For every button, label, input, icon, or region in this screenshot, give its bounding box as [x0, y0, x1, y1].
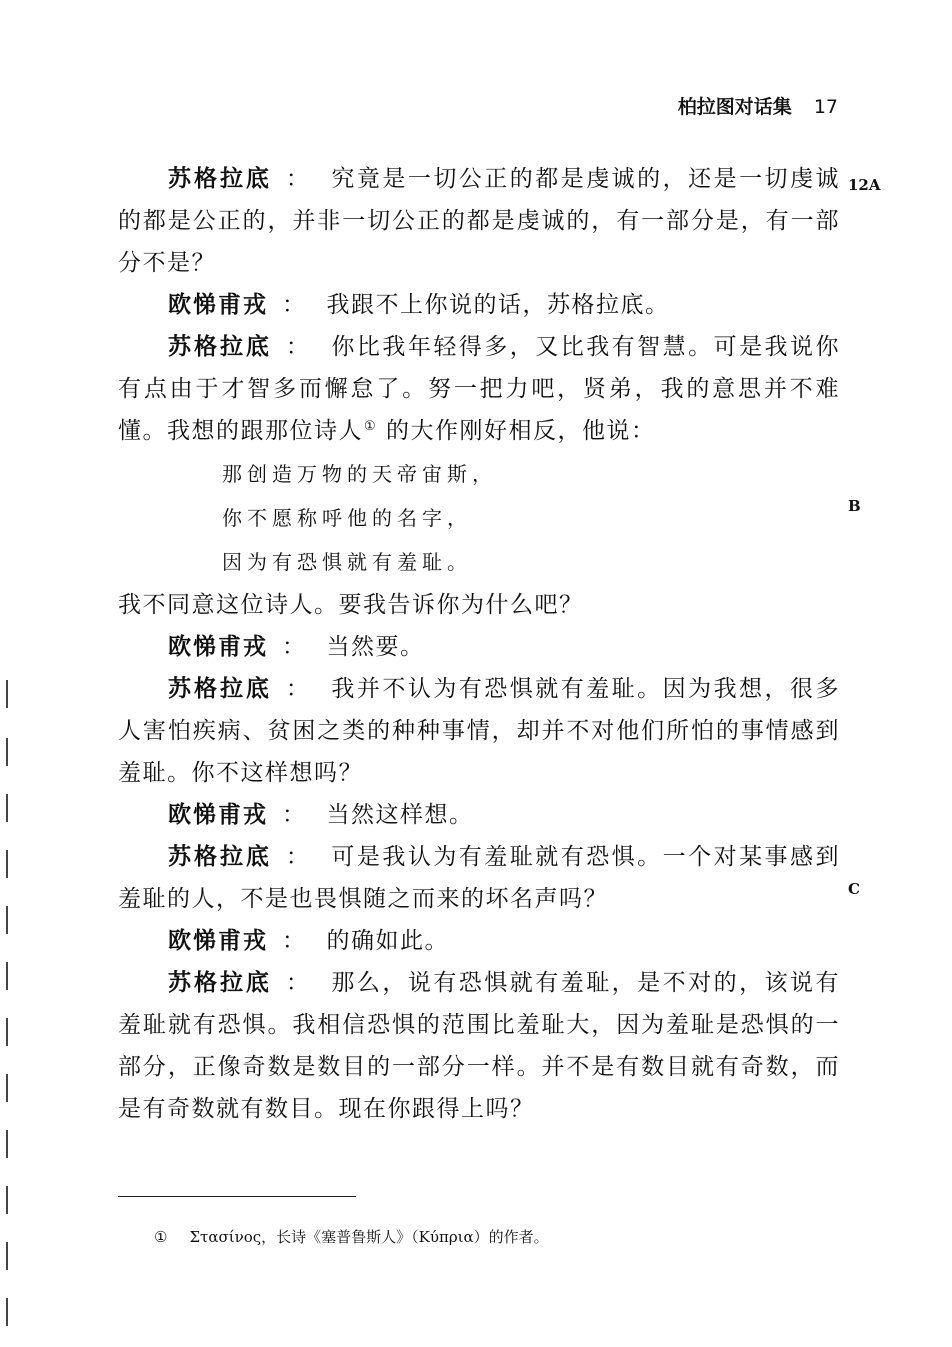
- scan-edge-mark: [6, 906, 8, 934]
- scan-edge-mark: [6, 1018, 8, 1046]
- speech-text: 那么，说有恐惧就有羞耻，是不对的，该说有羞耻就有恐惧。我相信恐惧的范围比羞耻大，因为羞耻是恐惧的一部分，正像奇数是数目的一部分一样。并不是有数目就有奇数，而是有奇数就有数目。现在你跟得上吗？: [118, 970, 841, 1122]
- dialogue-paragraph: 苏格拉底 ： 究竟是一切公正的都是虔诚的，还是一切虔诚的都是公正的，并非一切公正的都是虔诚的，有一部分是，有一部分不是？: [118, 165, 841, 276]
- dialogue-body: [118, 158, 840, 1130]
- verse-line: 因为有恐惧就有羞耻。: [222, 550, 472, 574]
- scan-edge-mark: [6, 962, 8, 990]
- stephanus-margin-c: C: [848, 880, 860, 898]
- dialogue-paragraph: 欧悌甫戎 ： 的确如此。: [168, 927, 449, 954]
- speaker-name: 苏格拉底: [168, 165, 272, 192]
- dialogue-paragraph: [118, 584, 840, 626]
- speaker-name: 欧悌甫戎: [168, 801, 268, 828]
- scan-edge-mark: [6, 1186, 8, 1214]
- speech-text: 你比我年轻得多，又比我有智慧。可是我说你有点由于才智多而懈怠了。努一把力吧，贤弟，我的意思并不难懂。我想的跟那位诗人: [118, 334, 841, 444]
- speech-text: 的确如此。: [326, 928, 449, 954]
- scan-edge-mark: [6, 680, 8, 708]
- dialogue-paragraph: 欧悌甫戎 ： 当然这样想。: [168, 801, 474, 828]
- stephanus-margin-b: B: [848, 497, 861, 515]
- book-title: 柏拉图对话集: [677, 96, 792, 118]
- scan-edge-mark: [6, 1298, 8, 1326]
- speech-text: 我跟不上你说的话，苏格拉底。: [326, 292, 670, 318]
- running-header: [678, 92, 838, 119]
- footnote: [154, 1226, 549, 1247]
- footnote-text: Στασίνος，长诗《塞普鲁斯人》（Κύπρια）的作者。: [189, 1228, 549, 1246]
- dialogue-paragraph: 苏格拉底 ： 我并不认为有恐惧就有羞耻。因为我想，很多人害怕疾病、贫困之类的种种事情，却并不对他们所怕的事情感到羞耻。你不这样想吗？: [118, 675, 841, 786]
- dialogue-paragraph: 欧悌甫戎 ： 当然要。: [168, 633, 425, 660]
- speech-text: 我并不认为有恐惧就有羞耻。因为我想，很多人害怕疾病、贫困之类的种种事情，却并不对他们所怕的事情感到羞耻。你不这样想吗？: [118, 676, 841, 786]
- speaker-name: 苏格拉底: [168, 675, 272, 702]
- speech-text: 当然这样想。: [326, 802, 474, 828]
- footnote-divider: [118, 1196, 356, 1197]
- footnote-mark: ①: [154, 1228, 168, 1246]
- scan-edge-mark: [6, 1242, 8, 1270]
- speech-text: 我不同意这位诗人。要我告诉你为什么吧？: [118, 592, 584, 618]
- verse-line: 那创造万物的天帝宙斯，: [222, 462, 497, 486]
- scan-edge-mark: [6, 794, 8, 822]
- footnote-reference[interactable]: ①: [364, 419, 378, 434]
- scan-edge-mark: [6, 850, 8, 878]
- page-number: 17: [813, 96, 838, 118]
- stephanus-margin-12a: 12A: [848, 176, 881, 194]
- verse-line: 你不愿称呼他的名字，: [222, 506, 472, 530]
- scan-edge-mark: [6, 738, 8, 766]
- dialogue-paragraph: 苏格拉底 ： 可是我认为有羞耻就有恐惧。一个对某事感到羞耻的人，不是也畏惧随之而来的坏名声吗？: [118, 843, 841, 912]
- speaker-name: 苏格拉底: [168, 969, 272, 996]
- speaker-name: 欧悌甫戎: [168, 927, 268, 954]
- speech-text: 可是我认为有羞耻就有恐惧。一个对某事感到羞耻的人，不是也畏惧随之而来的坏名声吗？: [118, 844, 841, 912]
- dialogue-paragraph: 苏格拉底 ： 那么，说有恐惧就有羞耻，是不对的，该说有羞耻就有恐惧。我相信恐惧的范围比羞耻大，因为羞耻是恐惧的一部分，正像奇数是数目的一部分一样。并不是有数目就有奇数，而是有奇数就有数目。现在你跟得上吗？: [118, 969, 841, 1122]
- dialogue-paragraph: 苏格拉底 ： 你比我年轻得多，又比我有智慧。可是我说你有点由于才智多而懈怠了。努一把力吧，贤弟，我的意思并不难懂。我想的跟那位诗人① 的大作刚好相反，他说：: [118, 333, 841, 444]
- speech-text: 究竟是一切公正的都是虔诚的，还是一切虔诚的都是公正的，并非一切公正的都是虔诚的，有一部分是，有一部分不是？: [118, 166, 841, 276]
- dialogue-paragraph: 欧悌甫戎 ： 我跟不上你说的话，苏格拉底。: [168, 291, 670, 318]
- speaker-name: 欧悌甫戎: [168, 633, 268, 660]
- speech-text: 的大作刚好相反，他说：: [377, 418, 656, 444]
- verse-quotation: [222, 452, 840, 584]
- scan-edge-mark: [6, 1074, 8, 1102]
- speaker-name: 苏格拉底: [168, 333, 272, 360]
- scan-edge-mark: [6, 1130, 8, 1158]
- speaker-name: 苏格拉底: [168, 843, 272, 870]
- speaker-name: 欧悌甫戎: [168, 291, 268, 318]
- speech-text: 当然要。: [326, 634, 425, 660]
